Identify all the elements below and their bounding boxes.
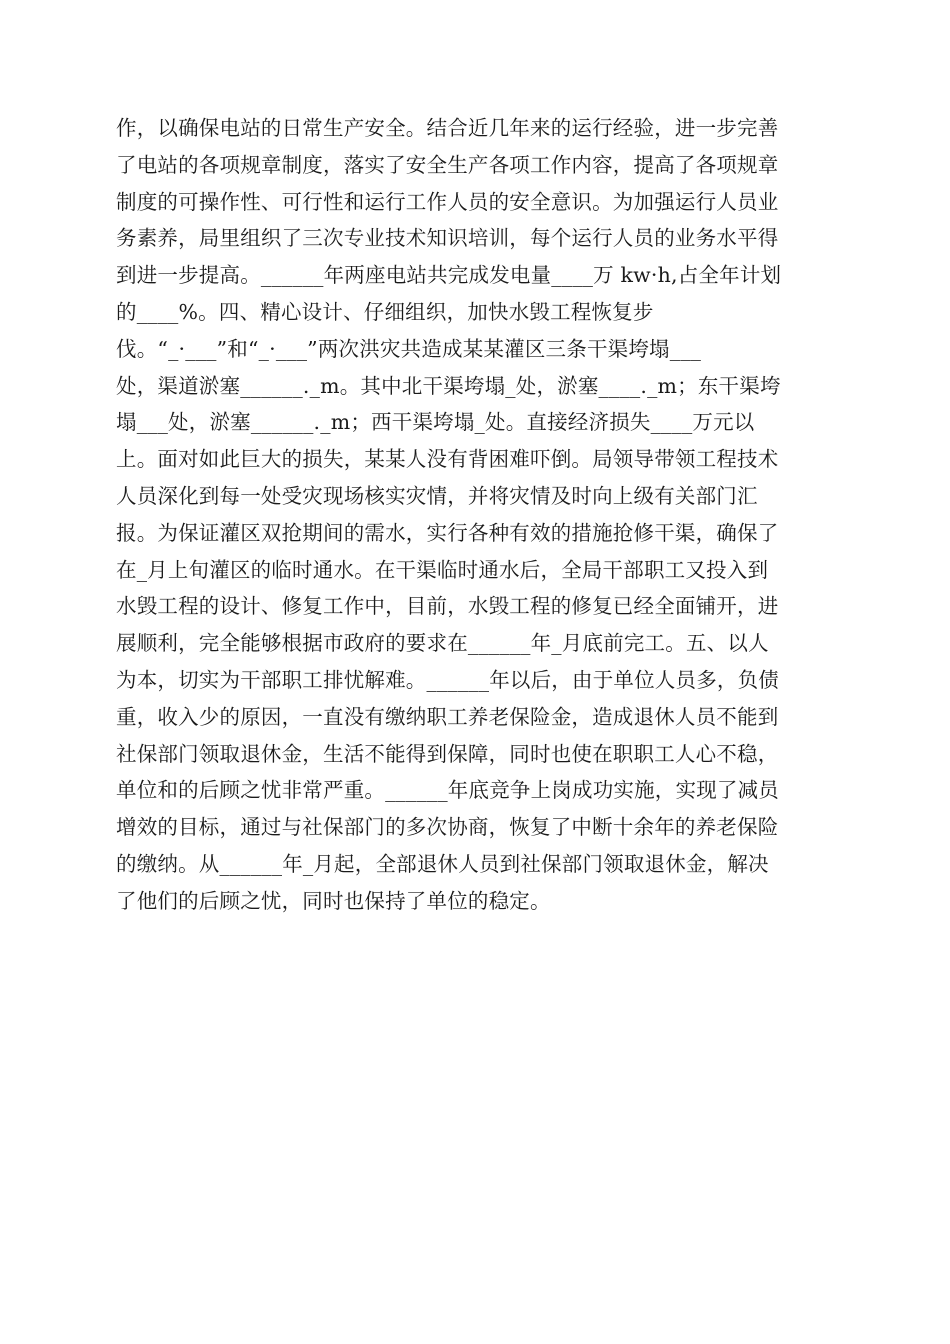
text-line-11: 人员深化到每一处受灾现场核实灾情，并将灾情及时向上级有关部门汇 [116,483,758,508]
text-line-17: 重，收入少的原因，一直没有缴纳职工养老保险金，造成退休人员不能到 [116,704,779,729]
text-line-10: 上。面对如此巨大的损失，某某人没有背困难吓倒。局领导带领工程技术 [116,447,779,472]
text-line-9: 塌___处，淤塞______._m；西干渠垮塌_处。直接经济损失____万元以 [116,410,755,435]
text-line-8: 处，渠道淤塞______._m。其中北干渠垮塌_处，淤塞____._m；东干渠垮 [116,373,781,398]
text-line-14: 水毁工程的设计、修复工作中，目前，水毁工程的修复已经全面铺开，进 [116,594,779,619]
text-line-4: 务素养，局里组织了三次专业技术知识培训，每个运行人员的业务水平得 [116,226,779,251]
text-line-19: 单位和的后顾之忧非常严重。______年底竞争上岗成功实施，实现了减员 [116,778,779,803]
text-line-2: 了电站的各项规章制度，落实了安全生产各项工作内容，提高了各项规章 [116,152,779,177]
text-line-12: 报。为保证灌区双抢期间的需水，实行各种有效的措施抢修干渠，确保了 [116,520,779,545]
text-line-21: 的缴纳。从______年_月起，全部退休人员到社保部门领取退休金，解决 [116,851,769,876]
text-line-13: 在_月上旬灌区的临时通水。在干渠临时通水后，全局干部职工又投入到 [116,557,769,582]
text-line-7: 伐。“_·___”和“_·___”两次洪灾共造成某某灌区三条干渠垮塌___ [116,336,702,361]
text-line-6: 的____%。四、精心设计、仔细组织，加快水毁工程恢复步 [116,299,654,324]
body-text [116,110,846,920]
text-line-18: 社保部门领取退休金，生活不能得到保障，同时也使在职职工人心不稳， [116,741,779,766]
text-line-5: 到进一步提高。______年两座电站共完成发电量____万 kw·h,占全年计划 [116,263,782,288]
text-line-16: 为本，切实为干部职工排忧解难。______年以后，由于单位人员多，负债 [116,667,779,692]
text-line-1: 作，以确保电站的日常生产安全。结合近几年来的运行经验，进一步完善 [116,116,779,140]
text-line-3: 制度的可操作性、可行性和运行工作人员的安全意识。为加强运行人员业 [116,189,779,214]
text-line-22: 了他们的后顾之忧，同时也保持了单位的稳定。 [116,888,551,913]
text-line-15: 展顺利，完全能够根据市政府的要求在______年_月底前完工。五、以人 [116,631,769,656]
text-line-20: 增效的目标，通过与社保部门的多次协商，恢复了中断十余年的养老保险 [116,815,779,840]
